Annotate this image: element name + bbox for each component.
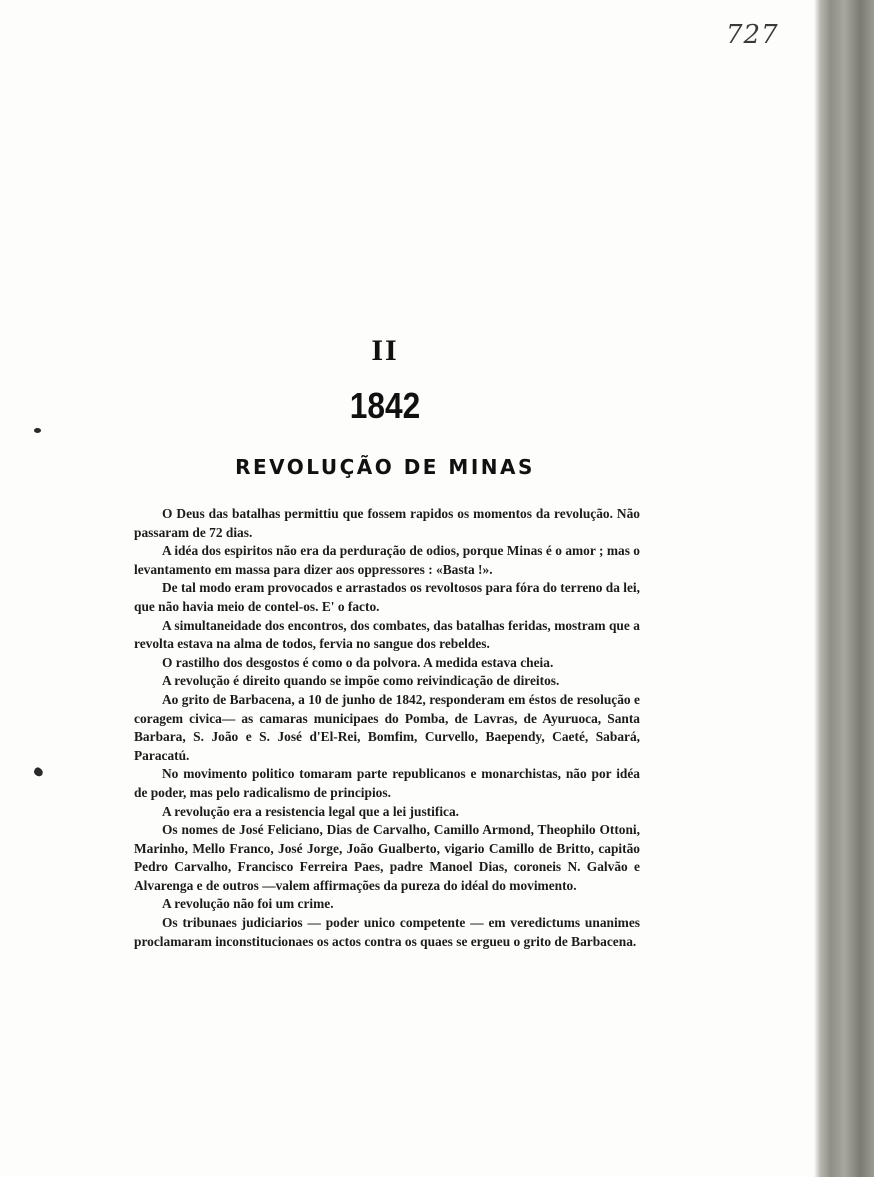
paragraph: A revolução não foi um crime. xyxy=(162,896,334,912)
chapter-title: REVOLUÇÃO DE MINAS xyxy=(235,455,535,479)
paragraph: O rastilho dos desgostos é como o da polvora. A medida estava cheia. xyxy=(162,654,554,670)
chapter-year: 1842 xyxy=(349,385,421,426)
page-number: 727 xyxy=(726,20,779,50)
paragraph: A revolução era a resistencia legal que a lei justifica. xyxy=(162,803,460,819)
paragraph: A idéa dos espiritos não era da perduração de odios, porque Minas é o amor ; mas o levantamento em massa para dizer aos oppressores : «Basta !». xyxy=(134,543,640,577)
paragraph: A simultaneidade dos encontros, dos combates, das batalhas feridas, mostram que a revolta estava na alma de todos, fervia no sangue dos rebeldes. xyxy=(134,617,640,652)
paragraph: Os nomes de José Feliciano, Dias de Carvalho, Camillo Armond, Theophilo Ottoni, Marinho, Mello Franco, José Jorge, João Gualberto, vigario Camillo de Britto, capitão Pedro Carvalho, Francisco Ferreira Paes, padre Manoel Dias, coroneis N. Galvão e Alvarenga e de outros —valem affirmações da pureza do idéal do movimento. xyxy=(134,822,640,893)
paragraph: De tal modo eram provocados e arrastados os revoltosos para fóra do terreno da lei, que não havia meio de contel-os. E' o facto. xyxy=(134,580,640,614)
ink-speck xyxy=(33,766,45,777)
paragraph: No movimento politico tomaram parte republicanos e monarchistas, não por idéa de poder, mas pelo radicalismo de principios. xyxy=(134,766,640,800)
book-binding-edge xyxy=(820,0,874,1177)
paragraph: Ao grito de Barbacena, a 10 de junho de 1842, responderam em éstos de resolução e coragem civica— as camaras municipaes do Pomba, de Lavras, de Ayuruoca, Santa Barbara, S. João e S. José d'El-Rei, Bomfim, Curvello, Baependy, Caeté, Sabará, Paracatú. xyxy=(134,691,640,763)
paragraph: O Deus das batalhas permittiu que fossem rapidos os momentos da revolução. Não passaram de 72 dias. xyxy=(134,506,640,540)
body-text xyxy=(134,505,640,951)
paragraph: A revolução é direito quando se impõe como reivindicação de direitos. xyxy=(162,673,560,689)
paragraph: Os tribunaes judiciarios — poder unico competente — em veredictums unanimes proclamaram inconstitucionaes os actos contra os quaes se ergueu o grito de Barbacena. xyxy=(134,915,640,949)
chapter-number: II xyxy=(371,334,399,367)
ink-speck xyxy=(34,428,41,433)
